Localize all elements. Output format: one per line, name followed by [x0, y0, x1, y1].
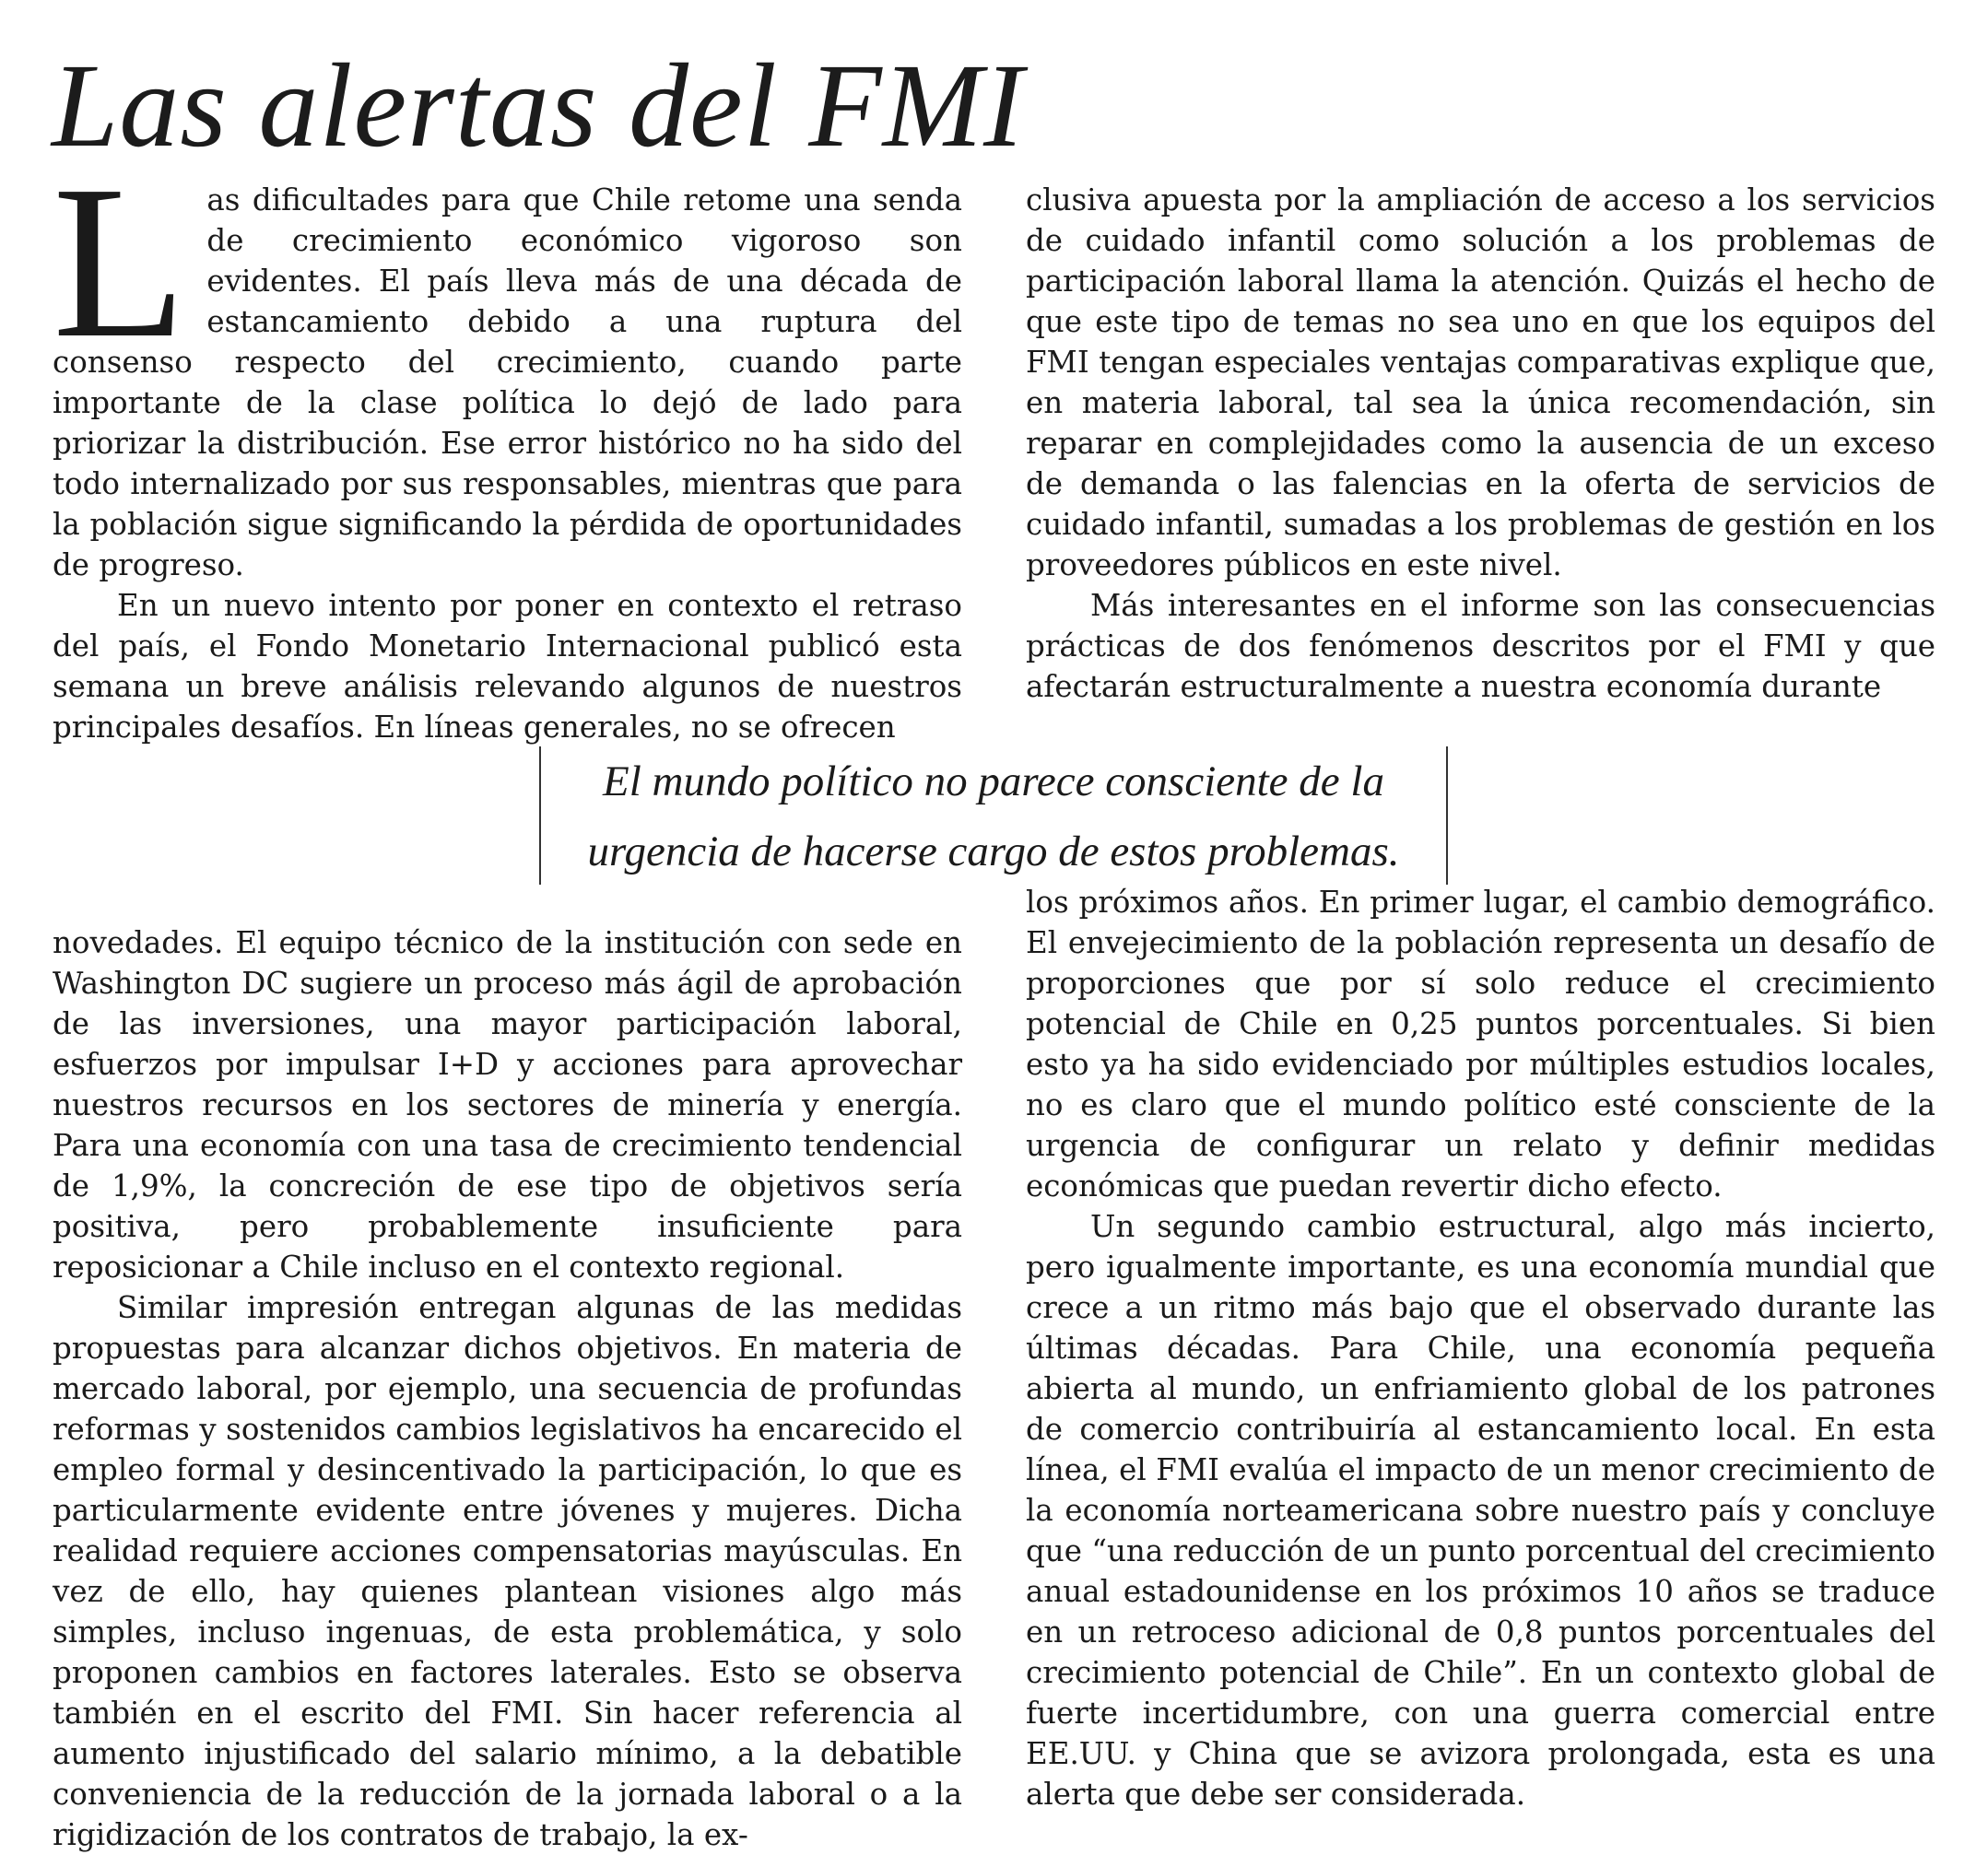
dropcap: L — [53, 141, 187, 383]
paragraph-5: Un segundo cambio estructural, algo más incierto, pero igualmente importante, es una economía mundial que crece a un ritmo más bajo que el observado durante las últimas décadas. Para Chile, una economía pequeña abierta al mundo, un enfriamiento global de los patrones de comercio contribuiría al estancamiento local. En esta línea, el FMI evalúa el impacto de un menor crecimiento de la economía norteamericana sobre nuestro país y concluye que “una reducción de un punto porcentual del crecimiento anual estadounidense en los próximos 10 años se traduce en un retroceso adicional de 0,8 puntos porcentuales del crecimiento potencial de Chile”. En un contexto global de fuerte incertidumbre, con una guerra comercial entre EE.UU. y China que se avizora prolongada, esta es una alerta que debe ser considerada. — [1026, 1209, 1935, 1812]
paragraph-1 — [53, 141, 962, 585]
pullquote: El mundo político no parece consciente de la urgencia de hacerse cargo de estos problemas. — [539, 746, 1448, 885]
paragraph-1-text: as dificultades para que Chile retome una senda de crecimiento económico vigoroso son evidentes. El país lleva más de una década de estancamiento debido a una ruptura del consenso respecto del crecimiento, cuando parte importante de la clase política lo dejó de lado para priorizar la distribución. Ese error histórico no ha sido del todo internalizado por sus responsables, mientras que para la población sigue significando la pérdida de oportunidades de progreso. — [53, 182, 962, 582]
headline: Las alertas del FMI — [52, 40, 1025, 172]
paragraph-4-continued: los próximos años. En primer lugar, el cambio demográfico. El envejecimiento de la población representa un desafío de proporciones que por sí solo reduce el crecimiento potencial de Chile en 0,25 puntos porcentuales. Si bien esto ya ha sido evidenciado por múltiples estudios locales, no es claro que el mundo político esté consciente de la urgencia de configurar un relato y definir medidas económicas que puedan revertir dicho efecto. — [1026, 885, 1935, 1203]
paragraph-2-start: En un nuevo intento por poner en contexto el retraso del país, el Fondo Monetario Internacional publicó esta semana un breve análisis relevando algunos de nuestros principales desafíos. En líneas generales, no se ofrecen — [53, 588, 962, 745]
paragraph-2-continued: novedades. El equipo técnico de la institución con sede en Washington DC sugiere un proceso más ágil de aprobación de las inversiones, una mayor participación laboral, esfuerzos por impulsar I+D y acciones para aprovechar nuestros recursos en los sectores de minería y energía. Para una economía con una tasa de crecimiento tendencial de 1,9%, la concreción de ese tipo de objetivos sería positiva, pero probablemente insuficiente para reposicionar a Chile incluso en el contexto regional. — [53, 925, 962, 1285]
paragraph-4-start: Más interesantes en el informe son las consecuencias prácticas de dos fenómenos descritos por el FMI y que afectarán estructuralmente a nuestra economía durante — [1026, 588, 1935, 704]
right-column — [1026, 180, 1935, 1812]
paragraph-3-continued: clusiva apuesta por la ampliación de acceso a los servicios de cuidado infantil como solución a los problemas de participación laboral llama la atención. Quizás el hecho de que este tipo de temas no sea uno en que los equipos del FMI tengan especiales ventajas comparativas explique que, en materia laboral, tal sea la única recomendación, sin reparar en complejidades como la ausencia de un exceso de demanda o las falencias en la oferta de servicios de cuidado infantil, sumadas a los problemas de gestión en los proveedores públicos en este nivel. — [1026, 182, 1935, 582]
paragraph-3-start: Similar impresión entregan algunas de las medidas propuestas para alcanzar dichos objetivos. En materia de mercado laboral, por ejemplo, una secuencia de profundas reformas y sostenidos cambios legislativos ha encarecido el empleo formal y desincentivado la participación, lo que es particularmente evidente entre jóvenes y mujeres. Dicha realidad requiere acciones compensatorias mayúsculas. En vez de ello, hay quienes plantean visiones algo más simples, incluso ingenuas, de esta problemática, y solo proponen cambios en factores laterales. Esto se observa también en el escrito del FMI. Sin hacer referencia al aumento injustificado del salario mínimo, a la debatible conveniencia de la reducción de la jornada laboral o a la rigidización de los contratos de trabajo, la ex- — [53, 1290, 962, 1852]
left-column — [53, 141, 962, 1852]
